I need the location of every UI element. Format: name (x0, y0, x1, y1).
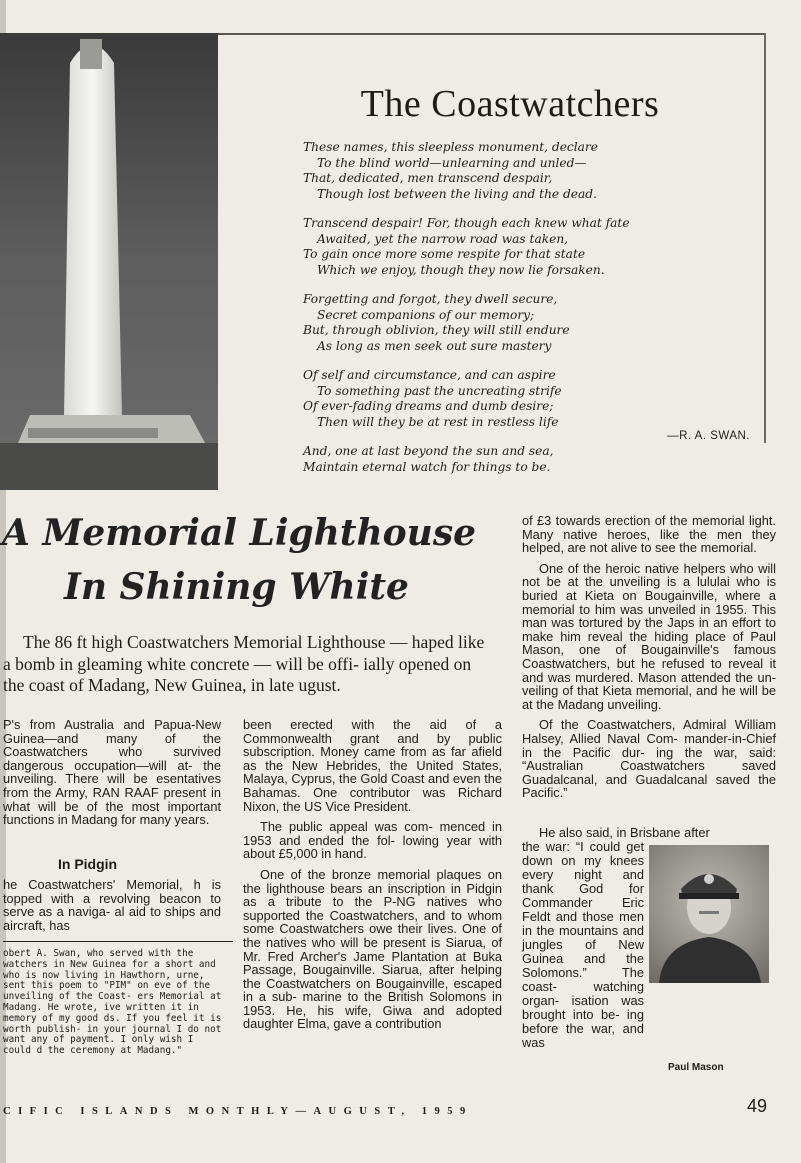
paul-mason-portrait (649, 845, 769, 983)
body-paragraph: of £3 towards erection of the memorial light. Many native heroes, like the men they helped, are not alive to see the memorial. (522, 513, 776, 556)
poem-line: Forgetting and forgot, they dwell secure, (303, 292, 558, 306)
poem-line: That, dedicated, men transcend despair, (303, 171, 553, 185)
poem-line: To something past the uncreating strife (317, 383, 562, 398)
body-paragraph: the war: “I could get down on my knees every night and thank God for Commander Eric Feldt and those men in the mountains and jungles of New Guinea and the Solomons.” The coast- watching organ- isation was brought into be- ing before the war, and was (522, 839, 644, 1050)
poem-stanza (303, 216, 753, 278)
body-paragraph: One of the bronze memorial plaques on the lighthouse bears an inscription in Pidgin as a tribute to the P-NG natives who supported the Coastwatchers, and to whom some Coastwatchers owe their lives. One of the natives who will be present is Siarua, of Mr. Fred Archer's Jame Plantation at Buka Passage, Bougainville. Siarua, after helping the Coastwatchers on Bougainville, escaped in a sub- marine to the British Solomons in 1953. He, his wife, Giwa and adopted daughter Elma, gave a contribution (243, 866, 502, 1032)
subheading: In Pidgin (58, 856, 118, 872)
portrait-caption: Paul Mason (668, 1062, 724, 1073)
column-3-narrow (522, 840, 644, 1057)
body-paragraph: P's from Australia and Papua-New Guinea—and many of the Coastwatchers who survived dangerous occupation—will at- the unveiling. There will be esentatives from the Army, RAN RAAF present in what will be of the most important functions in Madang for many years. (3, 717, 221, 828)
body-paragraph: One of the heroic native helpers who will not be at the unveiling is a lululai who is buried at Kieta on Bougainville, where a memorial to him was unveiled in 1955. This man was tortured by the Japs in an effort to make him reveal the hiding place of Paul Mason, one of Bougainville's famous Coastwatchers, but he refused to reveal it and was murdered. Mason attended the un- veiling of that Kieta memorial, and he will be at the Madang unveiling. (522, 560, 776, 712)
body-paragraph: He also said, in Brisbane after (539, 825, 710, 840)
frame-rule-right (764, 33, 766, 443)
lighthouse-photo (0, 33, 218, 490)
poem-stanza (303, 140, 753, 202)
poem-line: Though lost between the living and the dead. (317, 186, 597, 201)
poem-line: These names, this sleepless monument, declare (303, 140, 598, 154)
poem-line: As long as men seek out sure mastery (317, 338, 552, 353)
poem-stanza (303, 292, 753, 354)
poem-line: Awaited, yet the narrow road was taken, (317, 231, 569, 246)
body-paragraph: The public appeal was com- menced in 1953 and ended the fol- lowing year with about £5,000 in hand. (243, 819, 502, 862)
poem-line: Transcend despair! For, though each knew what fate (303, 216, 630, 230)
poem-line: And, one at last beyond the sun and sea, (303, 444, 554, 458)
column-1-continued (3, 878, 221, 939)
column-1 (3, 718, 221, 834)
poem-line: Secret companions of our memory; (317, 307, 535, 322)
poem-line: Then will they be at rest in restless life (317, 414, 559, 429)
poem-line: To gain once more some respite for that state (303, 247, 586, 261)
poem-line: Which we enjoy, though they now lie forsaken. (317, 262, 605, 277)
poem-line: Of self and circumstance, and can aspire (303, 368, 556, 382)
page-number: 49 (747, 1096, 768, 1116)
editor-note: obert A. Swan, who served with the watchers in New Guinea for a short and who is now living in Hawthorn, urne, sent this poem to "PIM" on eve of the unveiling of the Coast- ers Memorial at Madang. He wrote, ive written it in memory of my good ds. If you feel it is worth publish- in your journal I do not want any of payment. I only wish I could d the ceremony at Madang." (3, 948, 222, 1057)
body-paragraph: been erected with the aid of a Commonwealth grant and by public subscription. Money came from as far afield as the New Hebrides, the United States, Malaya, Cyprus, the Gold Coast and even the Bahamas. One contributor was Richard Nixon, the US Vice President. (243, 717, 502, 814)
note-divider (3, 941, 233, 942)
body-paragraph: he Coastwatchers' Memorial, h is topped with a revolving beacon to serve as a naviga- al aid to ships and aircraft, has (3, 877, 221, 933)
poem-signature: —R. A. SWAN. (667, 430, 750, 442)
poem-line: Maintain eternal watch for things to be. (303, 459, 551, 474)
poem-title: The Coastwatchers (360, 83, 660, 125)
page-footer: CIFIC ISLANDS MONTHLY—AUGUST, 1959 (3, 1106, 473, 1117)
intro-paragraph: The 86 ft high Coastwatchers Memorial Lighthouse — haped like a bomb in gleaming white concrete — will be offi- ially opened on the coast of Madang, New Guinea, in late ugust. (3, 632, 485, 695)
column-2 (243, 718, 502, 1038)
poem-line: But, through oblivion, they will still endure (303, 323, 570, 337)
poem-stanza (303, 444, 753, 475)
body-paragraph: Of the Coastwatchers, Admiral William Halsey, Allied Naval Com- mander-in-Chief in the Pacific dur- ing the war, said: “Australian Coastwatchers saved Guadalcanal, and Guadalcanal saved the Pacific.” (522, 717, 776, 801)
poem-line: To the blind world—unlearning and unled— (317, 155, 587, 170)
headline-line-1: A Memorial Lighthouse (2, 512, 476, 554)
poem-line: Of ever-fading dreams and dumb desire; (303, 399, 554, 413)
headline-line-2: In Shining White (64, 566, 409, 608)
frame-rule-top (218, 33, 766, 35)
poem-stanza (303, 368, 753, 430)
column-3 (522, 514, 776, 807)
